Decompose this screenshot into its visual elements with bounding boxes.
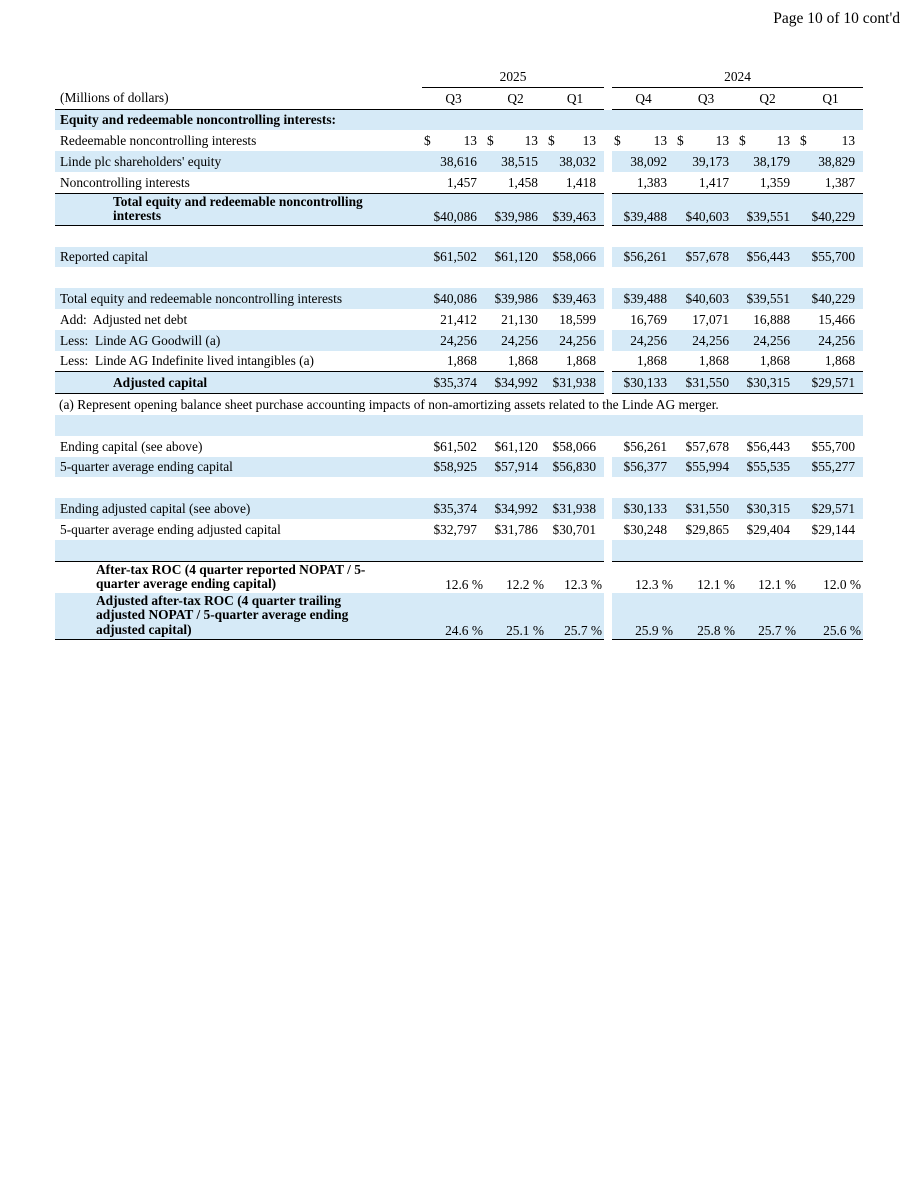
spacer-row — [55, 267, 863, 288]
row-label: Total equity and redeemable noncontrolling interests — [55, 288, 422, 309]
table-cell: 1,868 — [608, 351, 675, 372]
table-cell: 1,868 — [737, 351, 798, 372]
table-cell: 24,256 — [737, 330, 798, 351]
table-cell: $ 13 — [608, 130, 675, 151]
table-cell: 25.7 % — [737, 593, 798, 640]
table-cell: $ 13 — [487, 133, 538, 149]
table-cell: 1,457 — [422, 172, 485, 193]
table-cell: $30,315 — [737, 372, 798, 394]
table-cell: $61,120 — [485, 247, 546, 268]
table-row — [55, 457, 863, 478]
row-label: Less: Linde AG Goodwill (a) — [55, 330, 422, 351]
capital-table — [55, 66, 863, 640]
table-cell: 38,032 — [546, 151, 608, 172]
table-cell: 1,868 — [546, 351, 608, 372]
table-cell: $30,133 — [608, 498, 675, 519]
table-cell: $ 13 — [800, 133, 856, 149]
table-cell: $58,066 — [552, 438, 597, 454]
table-row — [55, 561, 863, 593]
table-cell: $29,571 — [798, 372, 863, 394]
table-cell: $55,277 — [798, 457, 863, 478]
quarter-header: Q1 — [546, 87, 608, 109]
table-cell: 1,387 — [798, 172, 863, 193]
table-cell: $39,463 — [546, 193, 608, 225]
table-cell: $30,701 — [552, 521, 597, 537]
table-cell: 1,417 — [675, 172, 737, 193]
table-cell: 38,616 — [422, 151, 485, 172]
table-cell: $31,938 — [546, 372, 608, 394]
row-label: Linde plc shareholders' equity — [55, 151, 422, 172]
table-cell: 17,071 — [692, 311, 730, 327]
table-row — [55, 247, 863, 268]
table-cell: 24,256 — [608, 330, 675, 351]
table-cell: 21,412 — [440, 311, 477, 327]
quarter-header: Q1 — [798, 87, 863, 109]
table-cell: $39,488 — [608, 193, 675, 225]
table-cell: 12.1 % — [697, 577, 736, 593]
year-header-row — [55, 66, 863, 87]
table-cell: 24.6 % — [422, 593, 485, 640]
table-cell: $31,550 — [675, 498, 737, 519]
table-row — [55, 519, 863, 540]
table-row — [55, 436, 863, 457]
table-cell: $57,678 — [675, 247, 737, 268]
table-cell: 1,359 — [737, 172, 798, 193]
table-cell: 38,179 — [737, 151, 798, 172]
table-cell: 1,868 — [798, 351, 863, 372]
table-cell: 39,173 — [675, 151, 737, 172]
table-cell: $30,248 — [608, 519, 675, 540]
table-cell: $57,678 — [685, 438, 730, 454]
table-row — [55, 372, 863, 394]
table-cell: $56,377 — [608, 457, 675, 478]
table-cell: $29,404 — [746, 521, 791, 537]
quarter-header-row — [55, 87, 863, 109]
table-cell: $31,786 — [494, 521, 538, 537]
table-cell: 25.7 % — [546, 593, 608, 640]
table-cell: $40,603 — [675, 288, 737, 309]
table-cell: 24,256 — [485, 330, 546, 351]
row-label: Ending capital (see above) — [60, 438, 203, 454]
table-cell: 12.1 % — [758, 577, 797, 593]
table-cell: $40,229 — [798, 288, 863, 309]
row-label: Less: Linde AG Indefinite lived intangibles (a) — [55, 351, 422, 372]
table-cell: 38,829 — [798, 151, 863, 172]
table-cell: 12.0 % — [823, 577, 862, 593]
quarter-header: Q2 — [737, 87, 798, 109]
table-cell: $39,986 — [485, 193, 546, 225]
page-header: Page 10 of 10 cont'd — [773, 10, 900, 27]
table-row — [55, 330, 863, 351]
table-cell: $61,502 — [422, 247, 485, 268]
table-cell: $56,443 — [737, 247, 798, 268]
table-cell: 12.3 % — [564, 577, 603, 593]
table-cell: 15,466 — [818, 311, 856, 327]
table-cell: 25.9 % — [608, 593, 675, 640]
row-label: Redeemable noncontrolling interests — [60, 133, 257, 149]
table-cell: 24,256 — [546, 330, 608, 351]
table-cell: $58,925 — [422, 457, 485, 478]
table-cell: $ 13 — [677, 133, 730, 149]
quarter-header: Q3 — [675, 87, 737, 109]
row-label: Ending adjusted capital (see above) — [55, 498, 422, 519]
table-cell: $30,315 — [737, 498, 798, 519]
table-cell: 18,599 — [559, 311, 597, 327]
table-row — [55, 309, 863, 330]
table-cell: 25.6 % — [798, 593, 863, 640]
footnote-row — [55, 394, 863, 415]
table-cell: $34,992 — [485, 372, 546, 394]
table-cell: 16,769 — [608, 309, 675, 330]
table-row — [55, 288, 863, 309]
table-cell: $39,551 — [737, 193, 798, 225]
table-cell: $35,374 — [422, 498, 485, 519]
footnote: (a) Represent opening balance sheet purchase accounting impacts of non-amortizing assets related to the Linde AG merger. — [59, 397, 719, 413]
row-label: Reported capital — [55, 247, 422, 268]
spacer-row — [55, 477, 863, 498]
table-cell: $57,914 — [485, 457, 546, 478]
table-cell: 1,458 — [485, 172, 546, 193]
quarter-header: Q2 — [485, 87, 546, 109]
table-cell: $56,261 — [608, 436, 675, 457]
table-cell: $39,551 — [737, 288, 798, 309]
table-cell: $55,535 — [737, 457, 798, 478]
section-title: Equity and redeemable noncontrolling interests: — [55, 109, 863, 130]
table-row — [55, 151, 863, 172]
row-label: After-tax ROC (4 quarter reported NOPAT / 5- quarter average ending capital) — [96, 561, 366, 592]
table-cell: $35,374 — [422, 372, 485, 394]
table-row — [55, 498, 863, 519]
table-cell: 12.2 % — [506, 577, 544, 593]
table-cell: 16,888 — [753, 311, 791, 327]
year-2024-label: 2024 — [608, 66, 863, 87]
row-label: Noncontrolling interests — [55, 172, 422, 193]
table-cell: $55,700 — [798, 247, 863, 268]
row-label: 5-quarter average ending adjusted capital — [60, 521, 281, 537]
table-cell: 12.3 % — [608, 561, 675, 593]
table-cell: $40,086 — [422, 193, 485, 225]
table-row — [55, 193, 863, 225]
table-cell: $61,502 — [433, 438, 477, 454]
spacer-row — [55, 225, 863, 246]
table-cell: $55,994 — [675, 457, 737, 478]
table-cell: $ 13 — [739, 133, 791, 149]
table-cell: $32,797 — [433, 521, 477, 537]
table-cell: 1,868 — [485, 351, 546, 372]
table-cell: $31,550 — [675, 372, 737, 394]
table-cell: $55,700 — [811, 438, 856, 454]
row-label: Adjusted after-tax ROC (4 quarter trailing adjusted NOPAT / 5-quarter average ending adjusted capital) — [55, 593, 422, 640]
table-row — [55, 172, 863, 193]
table-row — [55, 130, 863, 151]
spacer-row — [55, 540, 863, 561]
table-cell: $56,261 — [608, 247, 675, 268]
table-cell: $40,086 — [422, 288, 485, 309]
table-cell: 1,383 — [608, 172, 675, 193]
table-cell: $39,986 — [485, 288, 546, 309]
table-cell: $39,488 — [608, 288, 675, 309]
section-title-row — [55, 109, 863, 130]
table-cell: 38,515 — [485, 151, 546, 172]
table-row — [55, 593, 863, 640]
quarter-header: Q3 — [422, 87, 485, 109]
table-cell: $58,066 — [546, 247, 608, 268]
table-cell: $30,133 — [608, 372, 675, 394]
row-label: Add: Adjusted net debt — [60, 311, 188, 327]
table-cell: 1,868 — [675, 351, 737, 372]
table-cell: $56,443 — [746, 438, 791, 454]
table-cell: 12.6 % — [445, 577, 483, 593]
table-cell: 24,256 — [798, 330, 863, 351]
table-cell: $40,603 — [675, 193, 737, 225]
table-cell: 24,256 — [422, 330, 485, 351]
table-cell: $ 13 — [424, 133, 477, 149]
table-cell: 21,130 — [501, 311, 538, 327]
table-cell: 1,418 — [546, 172, 608, 193]
table-cell: 25.1 % — [485, 593, 546, 640]
table-cell: $40,229 — [798, 193, 863, 225]
table-cell: 25.8 % — [675, 593, 737, 640]
table-cell: $29,865 — [685, 521, 730, 537]
table-cell: $29,571 — [798, 498, 863, 519]
table-cell: 1,868 — [422, 351, 485, 372]
table-cell: $29,144 — [811, 521, 856, 537]
year-2025-label: 2025 — [422, 66, 608, 87]
unit-label: (Millions of dollars) — [55, 87, 422, 109]
row-label: 5-quarter average ending capital — [55, 457, 422, 478]
row-label: Total equity and redeemable noncontrolling interests — [55, 193, 422, 225]
table-cell: 24,256 — [675, 330, 737, 351]
table-cell: $34,992 — [485, 498, 546, 519]
table-cell: $ 13 — [548, 133, 597, 149]
table-cell: $56,830 — [546, 457, 608, 478]
row-label: Adjusted capital — [55, 372, 422, 394]
spacer-row — [55, 415, 863, 436]
table-cell: $31,938 — [546, 498, 608, 519]
table-cell: $39,463 — [546, 288, 608, 309]
quarter-header: Q4 — [608, 87, 675, 109]
table-cell: 38,092 — [608, 151, 675, 172]
table-cell: $61,120 — [494, 438, 538, 454]
table-row — [55, 351, 863, 372]
